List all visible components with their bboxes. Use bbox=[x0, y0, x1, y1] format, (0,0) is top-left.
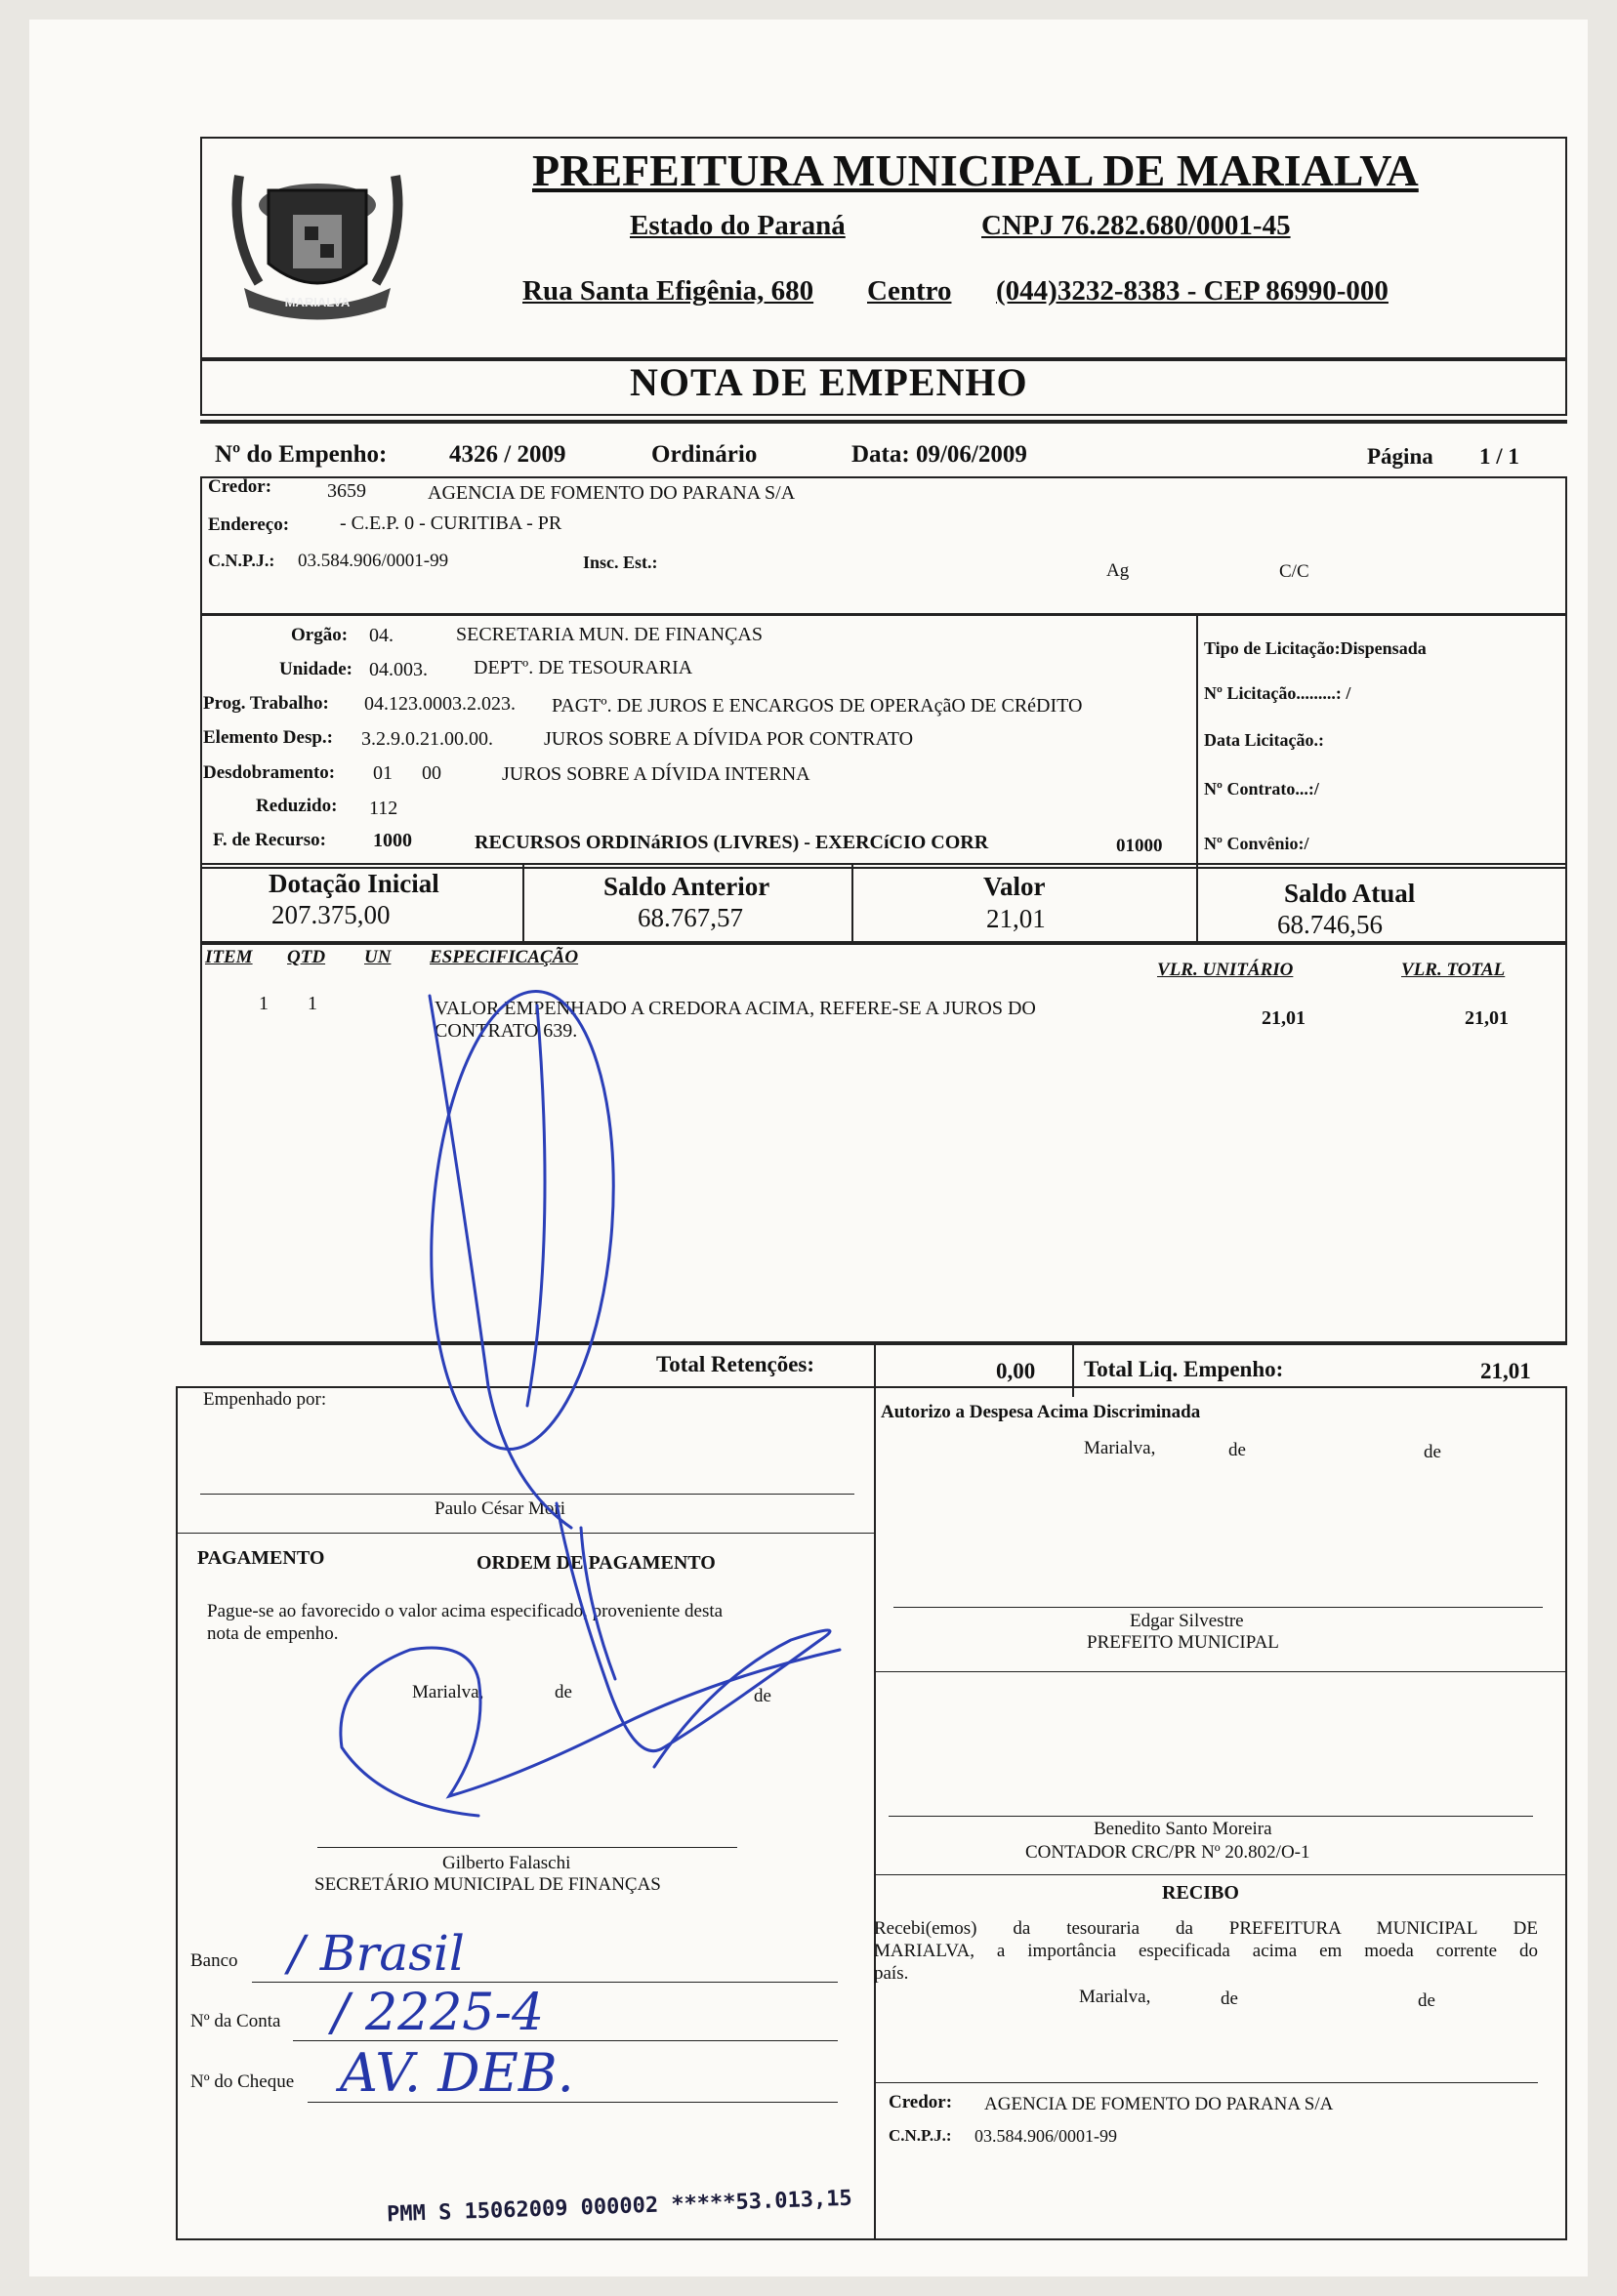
reduzido-label: Reduzido: bbox=[256, 796, 338, 816]
col-qtd: QTD bbox=[287, 947, 326, 967]
autorizo-de-2: de bbox=[1424, 1442, 1441, 1462]
numero-convenio: Nº Convênio:/ bbox=[1204, 834, 1309, 853]
recibo-marialva: Marialva, bbox=[1079, 1987, 1151, 2007]
recurso-desc: RECURSOS ORDINáRIOS (LIVRES) - EXERCíCIO CORR bbox=[475, 832, 989, 853]
autorizo-marialva: Marialva, bbox=[1084, 1438, 1156, 1458]
empenho-number-label: Nº do Empenho: bbox=[215, 441, 388, 468]
desdobramento-value: 01 00 bbox=[373, 762, 441, 784]
recibo-text-1: Recebi(emos) da tesouraria da PREFEITURA MUNICIPAL DE bbox=[874, 1918, 1538, 1939]
tipo-licitacao: Tipo de Licitação:Dispensada bbox=[1204, 638, 1427, 658]
empenho-type: Ordinário bbox=[651, 441, 758, 468]
dotacao-value: 207.375,00 bbox=[271, 900, 391, 929]
pagamento-text-1: Pague-se ao favorecido o valor acima especificado, proveniente desta bbox=[207, 1601, 724, 1621]
header-state: Estado do Paraná bbox=[630, 210, 846, 241]
recibo-credor: AGENCIA DE FOMENTO DO PARANA S/A bbox=[984, 2094, 1334, 2114]
banco-label: Banco bbox=[190, 1950, 238, 1971]
recibo-de-1: de bbox=[1221, 1988, 1238, 2009]
col-un: UN bbox=[364, 947, 392, 967]
orgao-label: Orgão: bbox=[291, 625, 349, 645]
credor-code: 3659 bbox=[327, 480, 366, 502]
numero-licitacao: Nº Licitação.........: / bbox=[1204, 683, 1351, 703]
recibo-cnpj: 03.584.906/0001-99 bbox=[974, 2126, 1117, 2146]
elemento-label: Elemento Desp.: bbox=[203, 727, 333, 748]
item-desc-line1: VALOR EMPENHADO A CREDORA ACIMA, REFERE-SE A JUROS DO bbox=[435, 998, 1036, 1019]
empenhado-por-label: Empenhado por: bbox=[203, 1389, 327, 1410]
insc-est-label: Insc. Est.: bbox=[583, 553, 658, 572]
credor-label: Credor: bbox=[208, 476, 272, 497]
orgao-desc: SECRETARIA MUN. DE FINANÇAS bbox=[456, 624, 763, 645]
secretario-name: Gilberto Falaschi bbox=[442, 1853, 571, 1873]
recibo-cnpj-label: C.N.P.J.: bbox=[889, 2126, 952, 2145]
header-cnpj: CNPJ 76.282.680/0001-45 bbox=[981, 210, 1291, 241]
recurso-label: F. de Recurso: bbox=[213, 830, 326, 850]
payment-stamp: PMM S 15062009 000002 *****53.013,15 bbox=[386, 2186, 853, 2228]
recibo-de-2: de bbox=[1418, 1990, 1435, 2011]
autorizo-label: Autorizo a Despesa Acima Discriminada bbox=[881, 1402, 1201, 1422]
address-value: - C.E.P. 0 - CURITIBA - PR bbox=[340, 512, 562, 534]
empenho-page: 1 / 1 bbox=[1479, 444, 1519, 469]
paulo-name: Paulo César Mori bbox=[435, 1498, 566, 1519]
conta-value: / 2225-4 bbox=[332, 1984, 545, 2042]
prog-trabalho-desc: PAGTº. DE JUROS E ENCARGOS DE OPERAçãO DE CRéDITO bbox=[552, 695, 1083, 717]
item-total: 21,01 bbox=[1465, 1007, 1509, 1029]
cheque-label: Nº do Cheque bbox=[190, 2071, 295, 2092]
col-vlr-total: VLR. TOTAL bbox=[1401, 960, 1506, 980]
elemento-desc: JUROS SOBRE A DÍVIDA POR CONTRATO bbox=[544, 728, 914, 750]
empenho-page-label: Página bbox=[1367, 444, 1433, 469]
prog-trabalho-value: 04.123.0003.2.023. bbox=[364, 693, 516, 715]
unidade-value: 04.003. bbox=[369, 659, 428, 680]
address-label: Endereço: bbox=[208, 514, 290, 535]
col-especificacao: ESPECIFICAÇÃO bbox=[430, 947, 579, 967]
recibo-credor-label: Credor: bbox=[889, 2092, 953, 2112]
pagamento-de-1: de bbox=[555, 1682, 572, 1702]
prefeito-title: PREFEITO MUNICIPAL bbox=[1087, 1632, 1279, 1653]
valor-value: 21,01 bbox=[986, 904, 1046, 933]
cc-label: C/C bbox=[1279, 561, 1309, 582]
pagamento-marialva: Marialva, bbox=[412, 1682, 484, 1702]
document-page bbox=[29, 20, 1588, 2276]
item-number: 1 bbox=[259, 993, 269, 1014]
recurso-extra: 01000 bbox=[1116, 836, 1163, 856]
saldo-anterior-value: 68.767,57 bbox=[638, 903, 743, 932]
header-street: Rua Santa Efigênia, 680 bbox=[522, 275, 814, 307]
desdobramento-label: Desdobramento: bbox=[203, 762, 336, 783]
unidade-label: Unidade: bbox=[279, 659, 352, 679]
retencoes-label: Total Retenções: bbox=[656, 1352, 815, 1376]
total-liq-label: Total Liq. Empenho: bbox=[1084, 1357, 1284, 1381]
valor-label: Valor bbox=[983, 872, 1046, 901]
empenho-number: 4326 / 2009 bbox=[449, 441, 566, 468]
dotacao-label: Dotação Inicial bbox=[269, 869, 439, 898]
recibo-text-3: país. bbox=[874, 1963, 909, 1984]
empenho-date: Data: 09/06/2009 bbox=[851, 441, 1027, 468]
contador-name: Benedito Santo Moreira bbox=[1094, 1819, 1272, 1839]
contador-title: CONTADOR CRC/PR Nº 20.802/O-1 bbox=[1025, 1842, 1310, 1863]
secretario-title: SECRETÁRIO MUNICIPAL DE FINANÇAS bbox=[314, 1874, 661, 1895]
ink-signature-strokes bbox=[29, 20, 1588, 2276]
item-unit-price: 21,01 bbox=[1262, 1007, 1306, 1029]
credor-cnpj: 03.584.906/0001-99 bbox=[298, 551, 449, 571]
recibo-label: RECIBO bbox=[1162, 1882, 1239, 1904]
credor-name: AGENCIA DE FOMENTO DO PARANA S/A bbox=[428, 482, 796, 504]
item-desc-line2: CONTRATO 639. bbox=[435, 1020, 578, 1042]
header-phone-cep: (044)3232-8383 - CEP 86990-000 bbox=[996, 275, 1389, 307]
recibo-text-2: MARIALVA, a importância especificada acima em moeda corrente do bbox=[874, 1941, 1538, 1961]
pagamento-label: PAGAMENTO bbox=[197, 1547, 325, 1569]
cheque-value: AV. DEB. bbox=[340, 2042, 574, 2104]
prefeito-name: Edgar Silvestre bbox=[1130, 1611, 1244, 1631]
retencoes-value: 0,00 bbox=[996, 1359, 1036, 1383]
header-title: PREFEITURA MUNICIPAL DE MARIALVA bbox=[532, 145, 1419, 195]
col-vlr-unitario: VLR. UNITÁRIO bbox=[1157, 960, 1294, 980]
item-qtd: 1 bbox=[308, 993, 317, 1014]
recurso-value: 1000 bbox=[373, 830, 412, 851]
pagamento-de-2: de bbox=[754, 1686, 771, 1706]
prog-trabalho-label: Prog. Trabalho: bbox=[203, 693, 329, 714]
elemento-value: 3.2.9.0.21.00.00. bbox=[361, 728, 493, 750]
crest-label: MARIALVA bbox=[284, 295, 351, 309]
autorizo-de-1: de bbox=[1228, 1440, 1246, 1460]
ordem-pagamento-label: ORDEM DE PAGAMENTO bbox=[477, 1552, 716, 1574]
saldo-atual-value: 68.746,56 bbox=[1277, 910, 1383, 939]
desdobramento-desc: JUROS SOBRE A DÍVIDA INTERNA bbox=[502, 763, 810, 785]
reduzido-value: 112 bbox=[369, 798, 398, 819]
saldo-anterior-label: Saldo Anterior bbox=[603, 872, 770, 901]
pagamento-text-2: nota de empenho. bbox=[207, 1623, 339, 1644]
credor-cnpj-label: C.N.P.J.: bbox=[208, 551, 275, 570]
ag-label: Ag bbox=[1106, 560, 1130, 581]
data-licitacao: Data Licitação.: bbox=[1204, 730, 1324, 750]
saldo-atual-label: Saldo Atual bbox=[1284, 879, 1416, 908]
doc-title: NOTA DE EMPENHO bbox=[630, 360, 1028, 404]
header-district: Centro bbox=[867, 275, 952, 307]
orgao-value: 04. bbox=[369, 625, 394, 646]
banco-value: / Brasil bbox=[288, 1925, 465, 1982]
unidade-desc: DEPTº. DE TESOURARIA bbox=[474, 657, 693, 678]
conta-label: Nº da Conta bbox=[190, 2011, 281, 2031]
total-liq-value: 21,01 bbox=[1480, 1359, 1531, 1383]
col-item: ITEM bbox=[205, 947, 253, 967]
numero-contrato: Nº Contrato...:/ bbox=[1204, 779, 1319, 799]
